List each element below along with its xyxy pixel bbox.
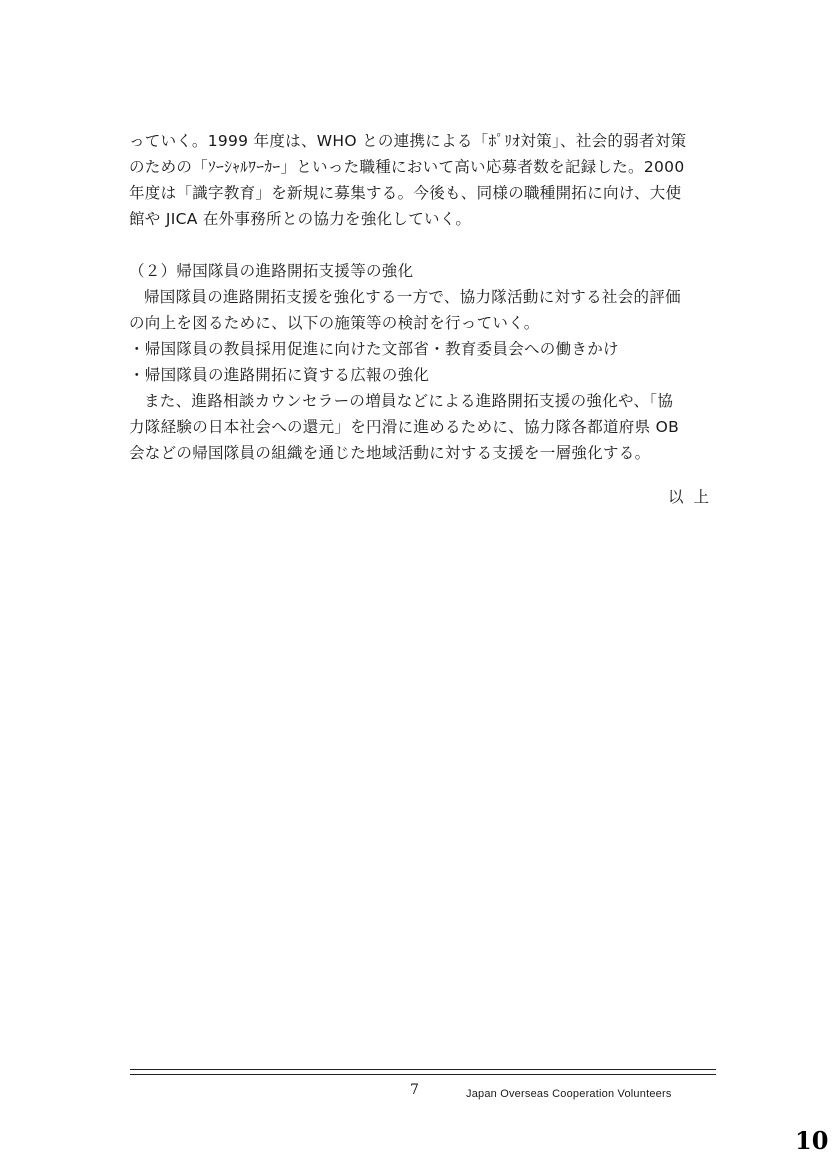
bullet-item: ・帰国隊員の教員採用促進に向けた文部省・教育委員会への働きかけ bbox=[129, 340, 619, 358]
paragraph-line: 館や JICA 在外事務所との協力を強化していく。 bbox=[129, 210, 472, 228]
footer-organization: Japan Overseas Cooperation Volunteers bbox=[466, 1088, 672, 1100]
page-number: 7 bbox=[410, 1082, 419, 1098]
document-body bbox=[129, 128, 729, 466]
stamped-page-number: 10 bbox=[795, 1126, 829, 1155]
paragraph-line: また、進路相談カウンセラーの増員などによる進路開拓支援の強化や、「協 bbox=[144, 392, 674, 410]
paragraph-line: 会などの帰国隊員の組織を通じた地域活動に対する支援を一層強化する。 bbox=[129, 444, 651, 462]
footer-rule-top bbox=[130, 1069, 716, 1070]
paragraph-line: のための「ｿｰｼｬﾙﾜｰｶｰ」といった職種において高い応募者数を記録した。2000 bbox=[129, 158, 685, 176]
closing-mark: 以上 bbox=[668, 488, 720, 506]
paragraph-line: 年度は「識字教育」を新規に募集する。今後も、同様の職種開拓に向け、大使 bbox=[129, 184, 682, 202]
paragraph-line: 力隊経験の日本社会への還元」を円滑に進めるために、協力隊各都道府県 OB bbox=[129, 418, 680, 436]
section-heading: （２）帰国隊員の進路開拓支援等の強化 bbox=[129, 262, 414, 280]
bullet-item: ・帰国隊員の進路開拓に資する広報の強化 bbox=[129, 366, 430, 384]
paragraph-line: 帰国隊員の進路開拓支援を強化する一方で、協力隊活動に対する社会的評価 bbox=[144, 288, 681, 306]
paragraph-line: の向上を図るために、以下の施策等の検討を行っていく。 bbox=[129, 314, 540, 332]
footer-rule-bottom bbox=[130, 1074, 716, 1075]
paragraph-line: っていく。1999 年度は、WHO との連携による「ﾎﾟﾘｵ対策」、社会的弱者対策 bbox=[129, 132, 687, 150]
paragraph-spacer bbox=[129, 232, 729, 258]
